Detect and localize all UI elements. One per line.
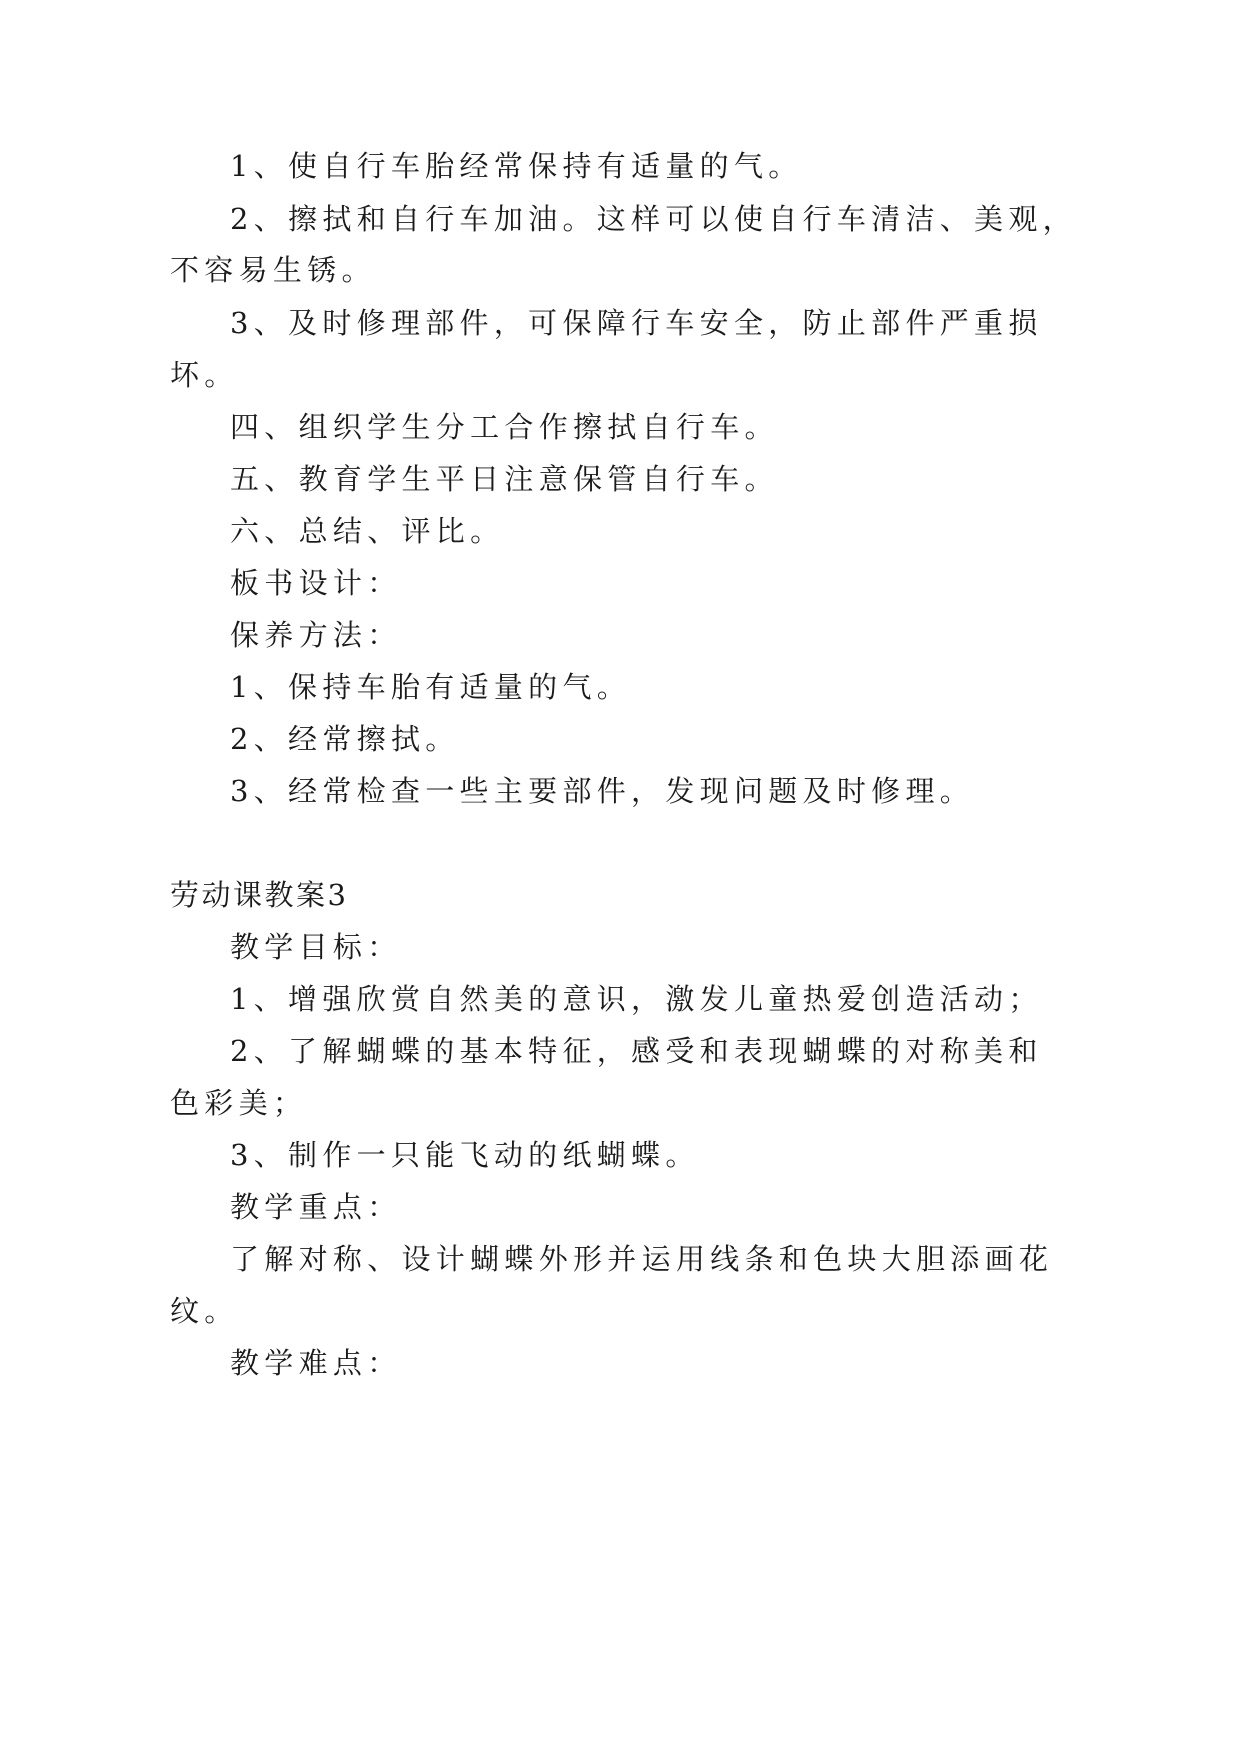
section-heading: 劳动课教案3	[170, 878, 349, 912]
paragraph-line: 2、了解蝴蝶的基本特征，感受和表现蝴蝶的对称美和	[230, 1034, 1043, 1068]
paragraph-line: 2、擦拭和自行车加油。这样可以使自行车清洁、美观，	[230, 202, 1077, 236]
paragraph-line: 2、经常擦拭。	[230, 722, 460, 756]
paragraph-line: 五、教育学生平日注意保管自行车。	[230, 462, 779, 496]
paragraph-line: 教学重点：	[230, 1190, 402, 1224]
paragraph-line: 1、增强欣赏自然美的意识，激发儿童热爱创造活动；	[230, 982, 1043, 1016]
paragraph-line: 四、组织学生分工合作擦拭自行车。	[230, 410, 779, 444]
paragraph-line: 坏。	[170, 358, 239, 392]
paragraph-line: 板书设计：	[230, 566, 402, 600]
paragraph-line: 教学难点：	[230, 1346, 402, 1380]
paragraph-line: 色彩美；	[170, 1086, 308, 1120]
paragraph-line: 六、总结、评比。	[230, 514, 505, 548]
paragraph-line: 1、保持车胎有适量的气。	[230, 670, 632, 704]
paragraph-line: 3、及时修理部件，可保障行车安全，防止部件严重损	[230, 306, 1043, 340]
paragraph-line: 3、经常检查一些主要部件，发现问题及时修理。	[230, 774, 975, 808]
paragraph-line: 3、制作一只能飞动的纸蝴蝶。	[230, 1138, 700, 1172]
paragraph-line: 纹。	[170, 1294, 239, 1328]
paragraph-line: 不容易生锈。	[170, 253, 376, 287]
paragraph-line: 教学目标：	[230, 930, 402, 964]
paragraph-line: 保养方法：	[230, 618, 402, 652]
paragraph-line: 了解对称、设计蝴蝶外形并运用线条和色块大胆添画花	[230, 1242, 1054, 1276]
paragraph-line: 1、使自行车胎经常保持有适量的气。	[230, 149, 803, 183]
